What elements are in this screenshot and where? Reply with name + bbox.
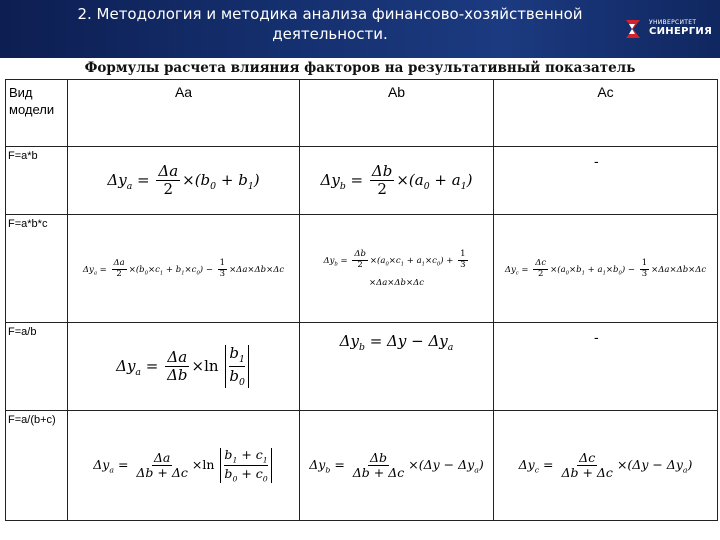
formula-ac: $\Delta y_c$ = $\frac{\Delta c}{2}$ $\times(a_0\times b_1 + a_1\times b_0)$ − $\frac{1}{3}$ ×Δa×Δb×Δc [494, 215, 718, 323]
slide-title-line1: 2. Методология и методика анализа финансово-хозяйственной [77, 5, 583, 23]
formula-ab: $\Delta y_b = \Delta y - \Delta y_a$ [300, 323, 494, 411]
table-header-row [6, 80, 718, 147]
slide-header [0, 0, 720, 58]
slide-title [70, 4, 590, 44]
university-logo [622, 16, 714, 42]
table-caption: Формулы расчета влияния факторов на результативный показатель [84, 60, 636, 76]
table-row [6, 323, 718, 411]
formula-aa: $\Delta y_a$ = $\frac{\Delta a}{\Delta b + \Delta c}$ ×ln $\frac{b_1 + c_1}{b_0 + c_0}$ [68, 411, 300, 521]
model-label: F=a/(b+c) [6, 411, 68, 521]
formula-ac [494, 147, 718, 215]
table-row [6, 215, 718, 323]
formula-table [5, 79, 718, 521]
formula-ac [494, 323, 718, 411]
formula-ab: $\Delta y_b$ = $\frac{\Delta b}{2}$ $\times(a_0 + a_1)$ [300, 147, 494, 215]
logo-text-big: СИНЕРГИЯ [649, 26, 713, 37]
table-row [6, 147, 718, 215]
formula-aa: $\Delta y_a$ = $\frac{\Delta a}{2}$ $\times(b_0 + b_1)$ [68, 147, 300, 215]
empty-dash: - [594, 329, 599, 345]
formula-aa: $\Delta y_a$ = $\frac{\Delta a}{\Delta b}$ ×ln $\frac{b_1}{b_0}$ [68, 323, 300, 411]
formula-ab: $\Delta y_b$ = $\frac{\Delta b}{2}$ $\times(a_0\times c_1 + a_1\times c_0)$ + $\frac{1}{3}$ ×Δa×Δb×Δc [300, 215, 494, 323]
header-aa: Aa [68, 80, 300, 147]
model-label: F=a*b [6, 147, 68, 215]
model-label: F=a*b*c [6, 215, 68, 323]
header-ac: Ac [494, 80, 718, 147]
synergy-logo-icon [622, 18, 644, 40]
formula-aa: $\Delta y_a$ = $\frac{\Delta a}{2}$ $\times(b_0\times c_1 + b_1\times c_0)$ − $\frac{1}{3}$ ×Δa×Δb×Δc [68, 215, 300, 323]
logo-text-small: УНИВЕРСИТЕТ [649, 19, 697, 26]
table-row [6, 411, 718, 521]
header-ab: Ab [300, 80, 494, 147]
formula-ac: $\Delta y_c$ = $\frac{\Delta c}{\Delta b + \Delta c}$ $\times(\Delta y - \Delta y_a)$ [494, 411, 718, 521]
formula-ab: $\Delta y_b$ = $\frac{\Delta b}{\Delta b + \Delta c}$ $\times(\Delta y - \Delta y_a)$ [300, 411, 494, 521]
header-model-type: Вид модели [6, 80, 68, 147]
slide-title-line2: деятельности. [272, 25, 388, 43]
empty-dash: - [594, 153, 599, 169]
model-label: F=a/b [6, 323, 68, 411]
